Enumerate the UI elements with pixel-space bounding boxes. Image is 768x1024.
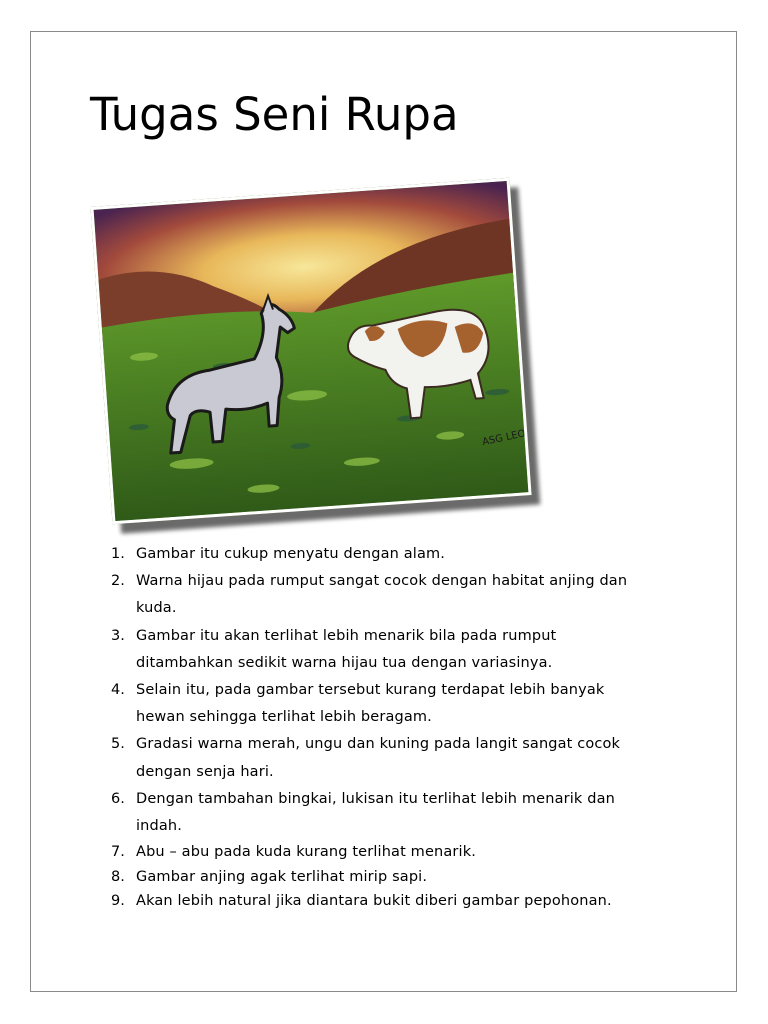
observation-list	[105, 541, 685, 914]
painting-frame	[90, 178, 531, 525]
item-text-line: hewan sehingga terlihat lebih beragam.	[136, 709, 432, 726]
item-text-line: indah.	[136, 818, 183, 835]
list-item	[105, 865, 685, 890]
item-number: 7.	[111, 844, 125, 861]
item-text-line: Gambar itu cukup menyatu dengan alam.	[136, 546, 446, 562]
item-text-line: ditambahkan sedikit warna hijau tua dengan variasinya.	[136, 654, 553, 671]
painting-photo	[90, 178, 531, 525]
item-text-line: Warna hijau pada rumput sangat cocok dengan habitat anjing dan	[136, 573, 628, 590]
painting-illustration	[94, 181, 529, 521]
item-text-line: Selain itu, pada gambar tersebut kurang terdapat lebih banyak	[136, 682, 605, 699]
list-item	[105, 731, 685, 785]
item-text-line: Gambar anjing agak terlihat mirip sapi.	[136, 868, 428, 885]
item-number: 9.	[111, 893, 125, 910]
item-text-line: kuda.	[136, 600, 177, 617]
item-number: 1.	[111, 546, 125, 562]
list-item	[105, 568, 685, 622]
item-number: 5.	[111, 736, 125, 753]
item-text-line: dengan senja hari.	[136, 763, 274, 780]
list-item	[105, 623, 685, 677]
item-number: 6.	[111, 790, 125, 807]
item-number: 8.	[111, 868, 125, 885]
list-item	[105, 541, 685, 568]
list-item	[105, 889, 685, 914]
page-title: Tugas Seni Rupa	[90, 88, 459, 141]
list-item	[105, 677, 685, 731]
item-text-line: Gambar itu akan terlihat lebih menarik bila pada rumput	[136, 627, 557, 644]
item-number: 3.	[111, 627, 125, 644]
painting-signature: ASG LEO	[481, 428, 527, 449]
list-item	[105, 786, 685, 840]
list-item	[105, 840, 685, 865]
item-number: 2.	[111, 573, 125, 590]
item-text-line: Abu – abu pada kuda kurang terlihat menarik.	[136, 844, 477, 861]
item-text-line: Gradasi warna merah, ungu dan kuning pada langit sangat cocok	[136, 736, 621, 753]
item-text-line: Akan lebih natural jika diantara bukit diberi gambar pepohonan.	[136, 893, 612, 910]
item-text-line: Dengan tambahan bingkai, lukisan itu terlihat lebih menarik dan	[136, 790, 615, 807]
item-number: 4.	[111, 682, 125, 699]
